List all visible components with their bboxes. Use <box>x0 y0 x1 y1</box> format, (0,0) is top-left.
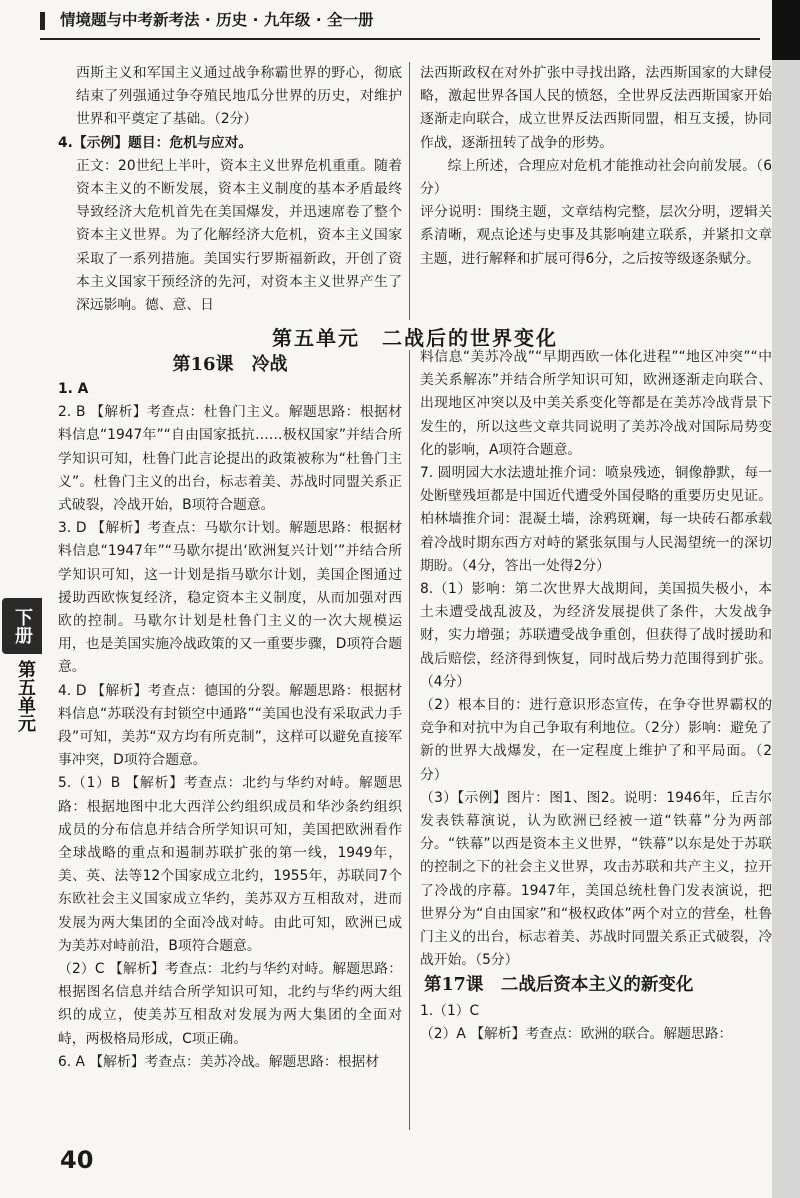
answer-para: 正文：20世纪上半叶，资本主义世界危机重重。随着资本主义的不断发展，资本主义制度的基本矛盾最终导致经济大危机首先在美国爆发，并迅速席卷了整个资本主义世界。为了化解经济大危机，资本主义国家采取了一系列措施。美国实行罗斯福新政，开创了资本主义国家干预经济的先河，对资本主义世界产生了深远影响。德、意、日 <box>76 157 402 314</box>
answer-item: （2）C 【解析】考查点：北约与华约对峙。解题思路：根据图名信息并结合所学知识可知，北约与华约两大组织的成立，使美苏互相敌对发展为两大集团的全面对峙，两极格局形成，C项正确。 <box>58 961 402 1047</box>
right-top-column <box>420 62 772 271</box>
answer-item: （2）根本目的：进行意识形态宣传，在争夺世界霸权的竞争和对抗中为自己争取有利地位。（2分）影响：避免了新的世界大战爆发，在一定程度上维护了和平局面。（2分） <box>420 697 772 783</box>
answer-item: 6. A 【解析】考查点：美苏冷战。解题思路：根据材 <box>58 1053 380 1070</box>
page-header <box>40 0 760 40</box>
answer-item: 3. D 【解析】考查点：马歇尔计划。解题思路：根据材料信息“1947年”“马歇尔提出‘欧洲复兴计划’”并结合所学知识可知，这一计划是指马歇尔计划，美国企图通过援助西欧恢复经济，稳定资本主义制度，从而加强对西欧的控制。马歇尔计划是杜鲁门主义的一次大规模运用，也是美国实施冷战政策的又一重要步骤，D项符合题意。 <box>58 520 402 676</box>
answer-para: 法西斯政权在对外扩张中寻找出路，法西斯国家的大肆侵略，激起世界各国人民的愤怒，全世界反法西斯国家开始逐渐走向联合，成立世界反法西斯同盟，相互支援，协同作战，逐渐扭转了战争的形势。 <box>420 65 772 151</box>
side-tab-unit: 第五单元 <box>15 660 36 732</box>
book-edge-mark <box>772 0 800 60</box>
header-title: 情境题与中考新考法 · 历史 · 九年级 · 全一册 <box>60 11 374 29</box>
header-bar <box>40 12 45 30</box>
right-answers-column <box>420 346 772 1046</box>
column-divider <box>409 350 410 1130</box>
page-number: 40 <box>60 1146 94 1174</box>
answer-item: 1.（1）C <box>420 1002 480 1019</box>
column-divider <box>409 62 410 320</box>
answer-item: 8.（1）影响：第二次世界大战期间，美国损失极小，本土未遭受战乱波及，为经济发展提供了条件，大发战争财，实力增强；苏联遭受战争重创，但获得了战时援助和战后赔偿，经济得到恢复，同时战后势力范围得到扩张。（4分） <box>420 581 772 690</box>
answer-para: 4.【示例】题目：危机与应对。 <box>58 134 253 151</box>
answer-item: 5.（1）B 【解析】考查点：北约与华约对峙。解题思路：根据地图中北大西洋公约组织成员和华沙条约组织成员的分布信息并结合所学知识可知，美国把欧洲看作全球战略的重点和遏制苏联扩张的第一线，1949年，美、英、法等12个国家成立北约，1955年，苏联同7个东欧社会主义国家成立华约，美苏双方互相敌对，进而发展为两大集团的全面冷战对峙。由此可知，欧洲已成为美苏对峙前沿，B项符合题意。 <box>58 775 402 954</box>
left-top-column <box>58 62 402 317</box>
answer-item: （2）A 【解析】考查点：欧洲的联合。解题思路： <box>420 1025 733 1042</box>
answer-item: 4. D 【解析】考查点：德国的分裂。解题思路：根据材料信息“苏联没有封锁空中通路”“美国也没有采取武力手段”可知，美苏“双方均有所克制”，这样可以避免直接军事冲突，D项符合题意。 <box>58 682 402 769</box>
answer-item: 2. B 【解析】考查点：杜鲁门主义。解题思路：根据材料信息“1947年”“自由国家抵抗……极权国家”并结合所学知识可知，杜鲁门此言论提出的政策被称为“杜鲁门主义”。杜鲁门主义的出台，标志着美、苏战时同盟关系正式破裂，冷战开始，B项符合题意。 <box>58 404 402 514</box>
lesson-title: 第16课 冷战 <box>172 354 288 375</box>
answer-item: 7. 圆明园大水法遗址推介词：喷泉残迹，铜像静默，每一处断壁残垣都是中国近代遭受外国侵略的重要历史见证。柏林墙推介词：混凝土墙，涂鸦斑斓，每一块砖石都承载着冷战时期东西方对峙的紧张氛围与人民渴望统一的深切期盼。（4分，答出一处得2分） <box>420 465 772 574</box>
book-edge <box>772 0 800 1198</box>
answer-item: 料信息“美苏冷战”“早期西欧一体化进程”“地区冲突”“中美关系解冻”并结合所学知识可知，欧洲逐渐走向联合、出现地区冲突以及中美关系变化等都是在美苏冷战背景下发生的，所以这些文章共同说明了美苏冷战对国际局势变化的影响，A项符合题意。 <box>420 349 772 458</box>
answer-item: 1. A <box>58 381 89 397</box>
answer-para: 综上所述，合理应对危机才能推动社会向前发展。（6分） <box>420 157 772 198</box>
scoring-note: 评分说明：围绕主题，文章结构完整，层次分明，逻辑关系清晰，观点论述与史事及其影响建立联系，并紧扣文章主题，进行解释和扩展可得6分，之后按等级逐条赋分。 <box>420 204 772 267</box>
answer-para: 西斯主义和军国主义通过战争称霸世界的野心，彻底结束了列强通过争夺殖民地瓜分世界的历史，对维护世界和平奠定了基础。（2分） <box>76 65 402 128</box>
unit-title: 第五单元 二战后的世界变化 <box>272 326 558 350</box>
lesson-title: 第17课 二战后资本主义的新变化 <box>424 975 694 996</box>
left-answers-column <box>58 378 402 1074</box>
side-tab-volume: 下册 <box>2 598 42 654</box>
answer-item: （3）【示例】图片：图1、图2。说明：1946年，丘吉尔发表铁幕演说，认为欧洲已经被一道“铁幕”分为两部分。“铁幕”以西是资本主义世界，“铁幕”以东是处于苏联的控制之下的社会主义世界，攻击苏联和共产主义，拉开了冷战的序幕。1947年，美国总统杜鲁门发表演说，把世界分为“自由国家”和“极权政体”两个对立的营垒，杜鲁门主义的出台，标志着美、苏战时同盟关系正式破裂，冷战开始。（5分） <box>420 789 772 969</box>
